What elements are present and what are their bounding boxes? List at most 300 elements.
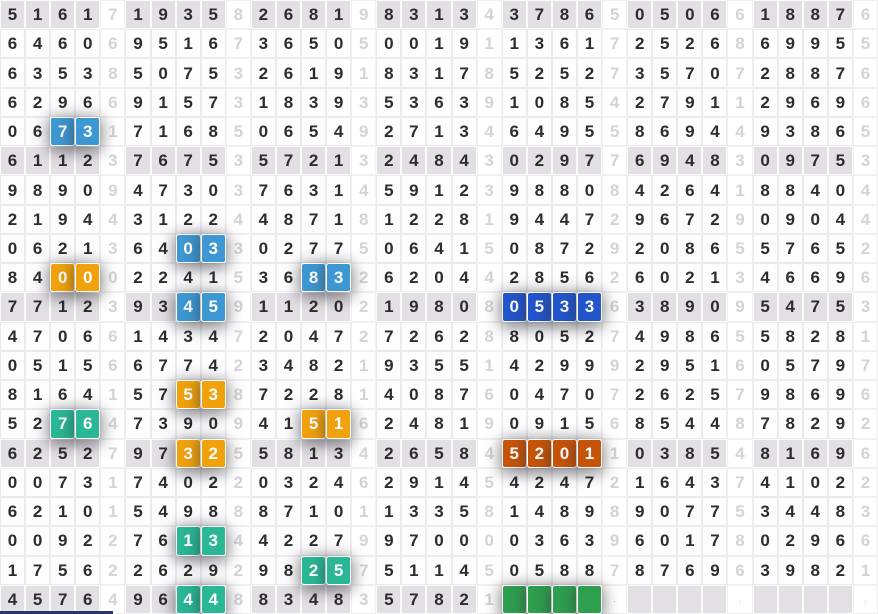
grid-cell: 7: [552, 234, 577, 263]
grid-cell: 4: [426, 234, 451, 263]
grid-cell: 7: [276, 497, 301, 526]
highlighted-cell: 0: [75, 263, 100, 292]
grid-cell: 7: [452, 380, 477, 409]
grid-cell: 3: [652, 439, 677, 468]
separator-cell: 7: [226, 322, 251, 351]
grid-cell: 9: [176, 497, 201, 526]
separator-cell: 2: [602, 263, 627, 292]
separator-cell: 3: [226, 88, 251, 117]
grid-cell: 4: [778, 292, 803, 321]
grid-cell: 8: [276, 88, 301, 117]
grid-cell: 1: [778, 439, 803, 468]
separator-cell: 5: [226, 263, 251, 292]
grid-cell: 4: [677, 468, 702, 497]
grid-cell: 6: [0, 146, 25, 175]
grid-cell: 7: [176, 58, 201, 87]
grid-cell: 6: [702, 234, 727, 263]
grid-cell: 5: [301, 29, 326, 58]
grid-cell: 4: [151, 234, 176, 263]
grid-cell: 6: [577, 0, 602, 29]
pending-dot: .: [727, 585, 752, 614]
grid-cell: 2: [778, 526, 803, 555]
grid-cell: 1: [151, 117, 176, 146]
grid-cell: 5: [376, 175, 401, 204]
grid-cell: 3: [151, 409, 176, 438]
grid-cell: 0: [50, 322, 75, 351]
highlighted-cell: 4: [176, 585, 201, 614]
grid-cell: 3: [452, 0, 477, 29]
grid-cell: 7: [326, 526, 351, 555]
highlighted-cell: 2: [301, 556, 326, 585]
grid-cell: 2: [301, 526, 326, 555]
grid-cell: 4: [803, 175, 828, 204]
grid-cell: 6: [502, 117, 527, 146]
separator-cell: 6: [853, 526, 878, 555]
grid-cell: 9: [125, 88, 150, 117]
grid-cell: 3: [125, 205, 150, 234]
grid-cell: 6: [702, 322, 727, 351]
grid-cell: 2: [452, 585, 477, 614]
grid-cell: 3: [401, 88, 426, 117]
separator-cell: 9: [602, 526, 627, 555]
grid-cell: 0: [502, 234, 527, 263]
grid-cell: 8: [527, 175, 552, 204]
grid-cell: 2: [401, 322, 426, 351]
separator-cell: 6: [351, 409, 376, 438]
grid-cell: 5: [176, 88, 201, 117]
grid-cell: 0: [652, 263, 677, 292]
grid-cell: 9: [201, 556, 226, 585]
grid-cell: 2: [125, 263, 150, 292]
grid-cell: 2: [326, 351, 351, 380]
grid-cell: [702, 585, 727, 614]
grid-cell: 5: [0, 409, 25, 438]
grid-cell: 2: [452, 322, 477, 351]
grid-cell: 0: [0, 351, 25, 380]
grid-cell: [677, 585, 702, 614]
grid-cell: 7: [577, 205, 602, 234]
separator-cell: 3: [226, 58, 251, 87]
grid-cell: 2: [426, 205, 451, 234]
grid-cell: 6: [652, 117, 677, 146]
grid-cell: 1: [401, 556, 426, 585]
grid-cell: 6: [75, 322, 100, 351]
grid-cell: 7: [50, 585, 75, 614]
grid-cell: 3: [426, 497, 451, 526]
separator-cell: 1: [853, 556, 878, 585]
separator-cell: 3: [853, 292, 878, 321]
separator-cell: 4: [351, 439, 376, 468]
grid-cell: 3: [251, 351, 276, 380]
separator-cell: 3: [351, 88, 376, 117]
grid-cell: 9: [778, 205, 803, 234]
grid-cell: 4: [151, 497, 176, 526]
grid-cell: 7: [677, 58, 702, 87]
grid-cell: 1: [426, 0, 451, 29]
grid-cell: 4: [25, 29, 50, 58]
separator-cell: 1: [853, 322, 878, 351]
highlighted-cell: 3: [75, 117, 100, 146]
separator-cell: 3: [477, 175, 502, 204]
separator-cell: 6: [351, 468, 376, 497]
grid-cell: 6: [151, 556, 176, 585]
grid-cell: 8: [452, 439, 477, 468]
separator-cell: 8: [226, 0, 251, 29]
grid-cell: 0: [0, 234, 25, 263]
grid-cell: 2: [376, 409, 401, 438]
grid-cell: 1: [25, 380, 50, 409]
grid-cell: 1: [276, 409, 301, 438]
grid-cell: 0: [201, 175, 226, 204]
grid-cell: 5: [828, 29, 853, 58]
grid-cell: 6: [803, 263, 828, 292]
grid-cell: 6: [176, 117, 201, 146]
grid-cell: 0: [0, 468, 25, 497]
highlighted-cell: 3: [552, 292, 577, 321]
separator-cell: 5: [853, 117, 878, 146]
grid-cell: 0: [577, 175, 602, 204]
grid-cell: 4: [326, 117, 351, 146]
grid-cell: 8: [778, 409, 803, 438]
separator-cell: 3: [100, 146, 125, 175]
separator-cell: 4: [100, 585, 125, 614]
grid-cell: 7: [677, 205, 702, 234]
highlighted-cell: 7: [50, 117, 75, 146]
grid-cell: 6: [828, 526, 853, 555]
separator-cell: 3: [727, 146, 752, 175]
grid-cell: 7: [828, 0, 853, 29]
grid-cell: 5: [376, 585, 401, 614]
grid-cell: 3: [401, 0, 426, 29]
separator-cell: 4: [727, 439, 752, 468]
grid-cell: 7: [151, 439, 176, 468]
highlighted-cell: 0: [552, 439, 577, 468]
grid-cell: 8: [276, 439, 301, 468]
grid-cell: 9: [778, 146, 803, 175]
separator-cell: 5: [226, 117, 251, 146]
grid-cell: 9: [50, 205, 75, 234]
grid-cell: 6: [276, 29, 301, 58]
separator-cell: 7: [727, 468, 752, 497]
grid-cell: 6: [151, 526, 176, 555]
grid-cell: 2: [301, 292, 326, 321]
grid-cell: 2: [627, 88, 652, 117]
separator-cell: 4: [477, 263, 502, 292]
separator-cell: 5: [602, 117, 627, 146]
grid-cell: 2: [25, 409, 50, 438]
grid-cell: 7: [125, 117, 150, 146]
grid-cell: 6: [702, 0, 727, 29]
separator-cell: 7: [226, 29, 251, 58]
grid-cell: 5: [577, 88, 602, 117]
grid-cell: 6: [426, 88, 451, 117]
grid-cell: 9: [753, 117, 778, 146]
grid-cell: 8: [25, 175, 50, 204]
grid-cell: 2: [677, 29, 702, 58]
grid-cell: 2: [376, 468, 401, 497]
grid-cell: 1: [376, 292, 401, 321]
grid-cell: 7: [677, 497, 702, 526]
grid-cell: 8: [552, 0, 577, 29]
grid-cell: 0: [251, 117, 276, 146]
grid-cell: 8: [627, 556, 652, 585]
grid-cell: 7: [702, 497, 727, 526]
grid-cell: 6: [276, 58, 301, 87]
highlighted-cell: 1: [326, 409, 351, 438]
grid-cell: 5: [125, 497, 150, 526]
grid-cell: 6: [151, 146, 176, 175]
grid-cell: 9: [828, 380, 853, 409]
grid-cell: 2: [527, 58, 552, 87]
grid-cell: 0: [753, 526, 778, 555]
grid-cell: 0: [652, 497, 677, 526]
separator-cell: 4: [351, 175, 376, 204]
grid-cell: 6: [753, 29, 778, 58]
grid-cell: 6: [552, 29, 577, 58]
grid-cell: 9: [376, 526, 401, 555]
grid-cell: 1: [0, 556, 25, 585]
grid-cell: 2: [276, 234, 301, 263]
separator-cell: 7: [602, 29, 627, 58]
grid-cell: 5: [251, 439, 276, 468]
separator-cell: 3: [853, 497, 878, 526]
grid-cell: 8: [677, 322, 702, 351]
grid-cell: 8: [778, 322, 803, 351]
grid-cell: 7: [251, 175, 276, 204]
separator-cell: 4: [602, 88, 627, 117]
separator-cell: 1: [100, 380, 125, 409]
grid-cell: 8: [426, 585, 451, 614]
grid-cell: 1: [702, 263, 727, 292]
grid-cell: 5: [753, 292, 778, 321]
grid-cell: 5: [301, 117, 326, 146]
grid-cell: [652, 585, 677, 614]
separator-cell: 6: [477, 380, 502, 409]
grid-cell: 0: [452, 292, 477, 321]
grid-cell: 4: [702, 117, 727, 146]
grid-cell: 7: [25, 292, 50, 321]
separator-cell: 5: [727, 497, 752, 526]
separator-cell: 7: [100, 0, 125, 29]
separator-cell: 7: [602, 58, 627, 87]
separator-cell: 1: [477, 585, 502, 614]
separator-cell: 5: [477, 234, 502, 263]
separator-cell: 1: [727, 175, 752, 204]
grid-cell: 1: [151, 88, 176, 117]
separator-cell: 5: [351, 29, 376, 58]
separator-cell: 3: [727, 263, 752, 292]
grid-cell: 7: [301, 234, 326, 263]
grid-cell: 8: [376, 0, 401, 29]
grid-cell: 9: [652, 322, 677, 351]
separator-cell: 9: [226, 409, 251, 438]
grid-cell: 9: [125, 439, 150, 468]
grid-cell: 7: [702, 526, 727, 555]
grid-cell: 7: [803, 292, 828, 321]
grid-cell: 9: [803, 526, 828, 555]
grid-cell: 0: [502, 526, 527, 555]
grid-cell: 8: [326, 380, 351, 409]
grid-cell: 3: [702, 468, 727, 497]
grid-cell: 1: [276, 292, 301, 321]
grid-cell: 6: [828, 117, 853, 146]
grid-cell: 2: [301, 380, 326, 409]
grid-cell: 0: [401, 29, 426, 58]
grid-cell: 2: [201, 205, 226, 234]
grid-cell: 8: [0, 263, 25, 292]
grid-cell: 5: [552, 58, 577, 87]
separator-cell: 8: [727, 526, 752, 555]
grid-cell: 7: [577, 468, 602, 497]
grid-cell: 1: [426, 556, 451, 585]
grid-cell: 9: [652, 351, 677, 380]
pending-dot: .: [602, 585, 627, 614]
grid-cell: 5: [50, 58, 75, 87]
grid-cell: 6: [276, 175, 301, 204]
grid-cell: 2: [176, 556, 201, 585]
separator-cell: 5: [226, 439, 251, 468]
highlighted-cell: 5: [176, 380, 201, 409]
separator-cell: 3: [100, 234, 125, 263]
highlighted-cell: 3: [577, 292, 602, 321]
grid-cell: 4: [702, 409, 727, 438]
separator-cell: 1: [727, 88, 752, 117]
separator-cell: 4: [226, 526, 251, 555]
grid-cell: 6: [0, 497, 25, 526]
grid-cell: 9: [677, 117, 702, 146]
separator-cell: 2: [602, 205, 627, 234]
grid-cell: 8: [276, 205, 301, 234]
grid-cell: 0: [326, 497, 351, 526]
grid-cell: 8: [577, 556, 602, 585]
grid-cell: 6: [627, 526, 652, 555]
grid-cell: 6: [577, 263, 602, 292]
highlighted-cell: 0: [50, 263, 75, 292]
grid-cell: 1: [552, 409, 577, 438]
grid-cell: 7: [176, 351, 201, 380]
grid-cell: 1: [251, 88, 276, 117]
grid-cell: 5: [376, 556, 401, 585]
grid-cell: 0: [251, 234, 276, 263]
grid-cell: 1: [125, 322, 150, 351]
grid-cell: 7: [25, 322, 50, 351]
grid-cell: 9: [552, 146, 577, 175]
grid-cell: 4: [803, 497, 828, 526]
grid-cell: 2: [151, 263, 176, 292]
grid-cell: 0: [426, 263, 451, 292]
grid-cell: 6: [652, 468, 677, 497]
grid-cell: 0: [803, 468, 828, 497]
grid-cell: 3: [502, 0, 527, 29]
grid-cell: 7: [803, 351, 828, 380]
grid-cell: 1: [326, 146, 351, 175]
grid-cell: 2: [527, 146, 552, 175]
grid-cell: 5: [652, 0, 677, 29]
grid-cell: 6: [276, 0, 301, 29]
grid-cell: 7: [125, 468, 150, 497]
separator-cell: 2: [853, 234, 878, 263]
separator-cell: 1: [351, 380, 376, 409]
separator-cell: 6: [100, 351, 125, 380]
grid-cell: 4: [25, 263, 50, 292]
separator-cell: 8: [226, 585, 251, 614]
grid-cell: 4: [376, 380, 401, 409]
separator-cell: 2: [853, 468, 878, 497]
highlighted-cell: 5: [201, 292, 226, 321]
grid-cell: 8: [0, 380, 25, 409]
grid-cell: 4: [502, 468, 527, 497]
separator-cell: 8: [602, 497, 627, 526]
separator-cell: 2: [100, 556, 125, 585]
grid-cell: 0: [502, 409, 527, 438]
highlighted-cell: 3: [176, 439, 201, 468]
grid-cell: 0: [75, 29, 100, 58]
separator-cell: 6: [602, 292, 627, 321]
grid-cell: 3: [401, 58, 426, 87]
grid-cell: 6: [677, 556, 702, 585]
grid-cell: 4: [452, 556, 477, 585]
grid-cell: 8: [803, 117, 828, 146]
grid-cell: 9: [401, 292, 426, 321]
separator-cell: 9: [727, 292, 752, 321]
grid-cell: 2: [251, 58, 276, 87]
grid-cell: 3: [176, 322, 201, 351]
separator-cell: 5: [853, 29, 878, 58]
grid-cell: 3: [276, 585, 301, 614]
separator-cell: 6: [853, 263, 878, 292]
grid-cell: 6: [803, 380, 828, 409]
grid-cell: 3: [753, 497, 778, 526]
grid-cell: 7: [401, 117, 426, 146]
highlighted-cell: 3: [201, 234, 226, 263]
highlighted-cell: 3: [201, 526, 226, 555]
grid-cell: 4: [627, 322, 652, 351]
grid-cell: 1: [301, 439, 326, 468]
grid-cell: 1: [25, 205, 50, 234]
grid-cell: 9: [778, 29, 803, 58]
grid-cell: 9: [552, 117, 577, 146]
grid-cell: 8: [452, 205, 477, 234]
grid-cell: 6: [627, 263, 652, 292]
grid-cell: 2: [376, 146, 401, 175]
grid-cell: 8: [677, 439, 702, 468]
grid-cell: 6: [803, 88, 828, 117]
separator-cell: 5: [477, 468, 502, 497]
grid-cell: 2: [25, 497, 50, 526]
grid-cell: 7: [276, 146, 301, 175]
separator-cell: 7: [853, 351, 878, 380]
grid-cell: 0: [251, 468, 276, 497]
grid-cell: 7: [201, 88, 226, 117]
grid-cell: 2: [502, 263, 527, 292]
grid-cell: 5: [426, 351, 451, 380]
grid-cell: 6: [50, 0, 75, 29]
grid-cell: 9: [125, 585, 150, 614]
grid-cell: 9: [176, 409, 201, 438]
grid-cell: 4: [452, 263, 477, 292]
separator-cell: 6: [727, 556, 752, 585]
grid-cell: 5: [50, 439, 75, 468]
highlighted-cell: 5: [527, 292, 552, 321]
grid-cell: 7: [401, 526, 426, 555]
grid-cell: 4: [251, 526, 276, 555]
grid-cell: 8: [828, 497, 853, 526]
grid-cell: 3: [627, 58, 652, 87]
separator-cell: 4: [477, 0, 502, 29]
grid-cell: 7: [125, 146, 150, 175]
grid-cell: 2: [251, 322, 276, 351]
grid-cell: 6: [0, 439, 25, 468]
